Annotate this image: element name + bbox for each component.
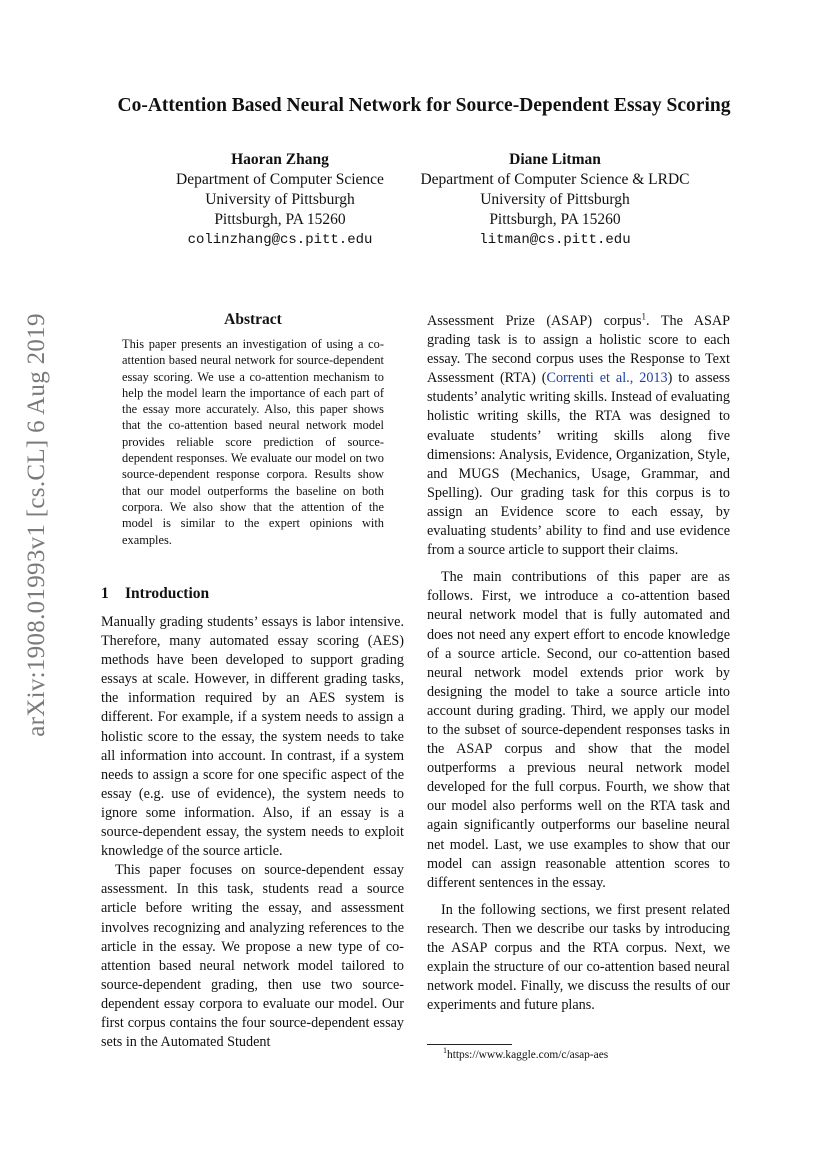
author-university: University of Pittsburgh <box>480 191 630 208</box>
author-name: Diane Litman <box>509 151 601 168</box>
intro-paragraph-1: Manually grading students’ essays is labor intensive. Therefore, many automated essay scoring (AES) methods have been developed to support grading essays at scale. However, in different grading tasks, the information required by an AES system is different. For example, if a system needs to assign a holistic score to the essay, the system needs to take all information into account. In contrast, if a system needs to assign a score for one specific aspect of the essay (e.g. use of evidence), the system needs to ignore some information. Also, if an essay is a source-dependent essay, the system needs to exploit knowledge of the source article. <box>101 614 404 860</box>
author-email: litman@cs.pitt.edu <box>479 232 631 248</box>
intro-paragraph-3: Assessment Prize (ASAP) corpus$^1$. The ASAP grading task is to assign a holistic score to each essay. The second corpus uses the Response to Text Assessment (RTA) (Correnti et al., 2013) to assess students’ analytic writing skills. Instead of evaluating holistic writing skills, the RTA was designed to evaluate students’ writing skills along five dimensions: Analysis, Evidence, Organization, Style, and MUGS (Mechanics, Usage, Grammar, and Spelling). Our grading task for this corpus is to assign an Evidence score to each essay, by evaluating students’ ability to find and use evidence from a source article to support their claims. <box>427 311 730 559</box>
author-university: University of Pittsburgh <box>205 191 355 208</box>
left-column-body <box>101 613 404 1052</box>
paper-title: Co-Attention Based Neural Network for Source-Dependent Essay Scoring <box>117 95 731 116</box>
author-block-2 <box>400 150 710 250</box>
section-title: Introduction <box>125 585 210 602</box>
footnote <box>443 1046 609 1061</box>
author-affiliation: Department of Computer Science <box>176 171 384 188</box>
author-affiliation: Department of Computer Science & LRDC <box>420 171 690 188</box>
author-block-1 <box>150 150 410 250</box>
right-column-body <box>427 312 730 1015</box>
arxiv-identifier-stamp <box>18 313 56 737</box>
citation-link[interactable]: Correnti et al., 2013 <box>546 370 668 387</box>
author-name: Haoran Zhang <box>231 151 329 168</box>
footnote-marker: 1 <box>641 311 646 322</box>
author-address: Pittsburgh, PA 15260 <box>214 211 346 228</box>
author-email: colinzhang@cs.pitt.edu <box>187 232 373 248</box>
abstract-text: This paper presents an investigation of using a co-attention based neural network for source-dependent essay scoring. We use a co-attention mechanism to help the model learn the importance of each part of the essay more accurately. Also, this paper shows that the co-attention based neural network model provides reliable score prediction of source-dependent responses. We evaluate our model on two source-dependent response corpora. Results show that our model outperforms the baseline on both corpora. We also show that the attention of the model is similar to the expert opinions with examples. <box>122 337 384 547</box>
section-number: 1 <box>101 585 109 602</box>
intro-paragraph-4: The main contributions of this paper are as follows. First, we introduce a co-attention based neural network model that is fully automated and does not need any expert effort to encode knowledge of a source article. Second, our co-attention based neural network model extends prior work by designing the model to take a source article into account during grading. Third, we apply our model to the subset of source-dependent responses tasks in the ASAP corpus and show that the model outperforms a previous neural network model developed for the full corpus. Fourth, we show that our model also performs well on the RTA task and again significantly outperforms our baseline neural net model. Last, we use examples to show that our model can assign reasonable attention scores to different sentences in the essay. <box>427 569 730 891</box>
author-address: Pittsburgh, PA 15260 <box>489 211 621 228</box>
intro-paragraph-5: In the following sections, we first present related research. Then we describe our tasks by introducing the ASAP corpus and the RTA corpus. Next, we explain the structure of our co-attention based neural network model. Finally, we discuss the results of our experiments and future plans. <box>427 901 730 1014</box>
footnote-url[interactable]: https://www.kaggle.com/c/asap-aes <box>447 1049 609 1061</box>
footnote-divider <box>427 1044 512 1045</box>
intro-paragraph-2: This paper focuses on source-dependent essay assessment. In this task, students read a source article before writing the essay, and assessment involves recognizing and analyzing references to the article in the essay. We propose a new type of co-attention based neural network model tailored to source-dependent grading, then use two source-dependent essay corpora to evaluate our model. Our first corpus contains the four source-dependent essay sets in the Automated Student <box>101 862 404 1051</box>
section-heading-introduction <box>101 585 209 603</box>
abstract-heading: Abstract <box>224 311 282 328</box>
footnote-mark: 1 <box>443 1046 447 1056</box>
arxiv-identifier-text: arXiv:1908.01993v1 [cs.CL] 6 Aug 2019 <box>23 313 50 737</box>
